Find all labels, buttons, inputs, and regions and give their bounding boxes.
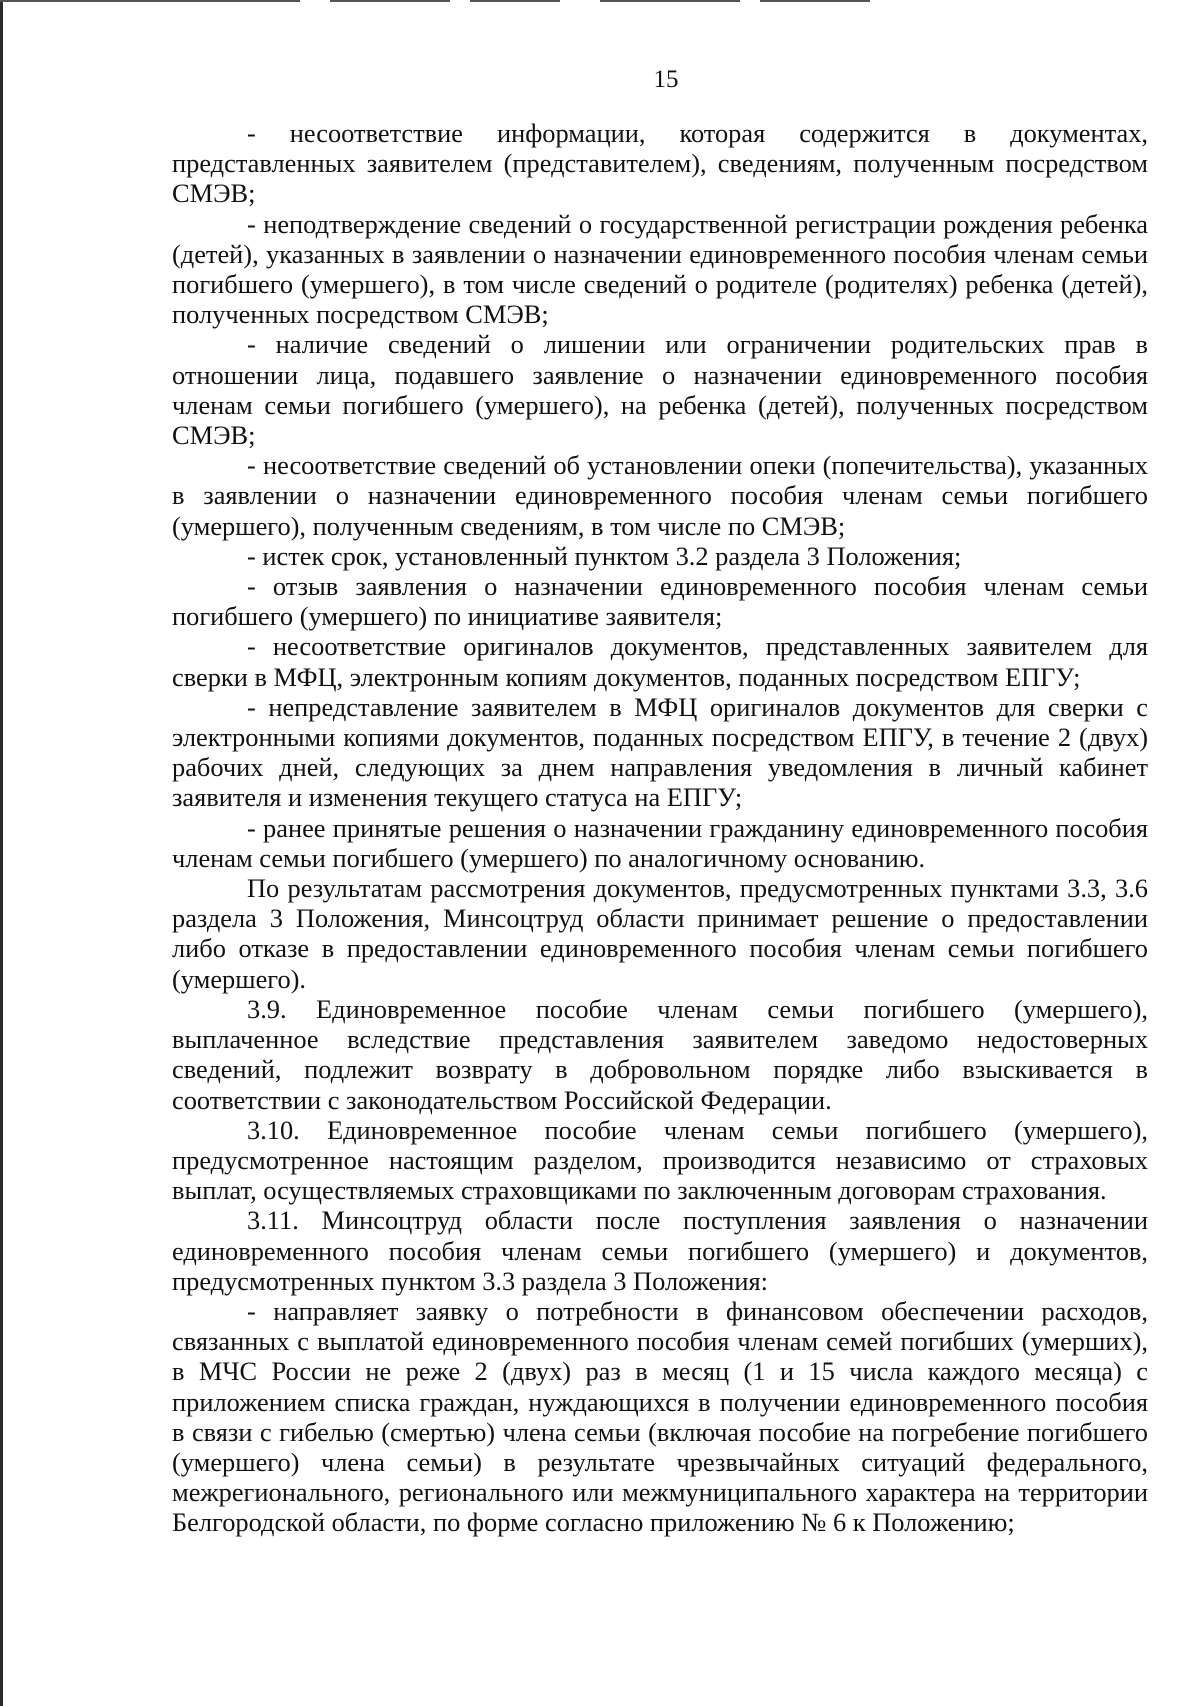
scan-edge-shadow	[0, 0, 3, 1706]
paragraph-funding-request: - направляет заявку о потребности в финансовом обеспечении расходов, связанных с выплатой единовременного пособия членам семей погибших (умерших), в МЧС России не реже 2 (двух) раз в месяц (1 и 15 числа каждого месяца) с приложением списка граждан, нуждающихся в получении единовременного пособия в связи с гибелью (смертью) члена семьи (включая пособие на погребение погибшего (умершего) члена семьи) в результате чрезвычайных ситуаций федерального, межрегионального, регионального или межмуниципального характера на территории Белгородской области, по форме согласно приложению № 6 к Положению;	[172, 1295, 1148, 1538]
paragraph-application-withdrawal: - отзыв заявления о назначении единовременного пособия членам семьи погибшего (умершего) по инициативе заявителя;	[172, 571, 1148, 632]
paragraph-guardianship: - несоответствие сведений об установлении опеки (попечительства), указанных в заявлении о назначении единовременного пособия членам семьи погибшего (умершего), полученным сведениям, в том числе по СМЭВ;	[172, 450, 1148, 541]
top-border-fragment	[760, 0, 870, 2]
paragraph-parental-rights: - наличие сведений о лишении или ограничении родительских прав в отношении лица, подавшего заявление о назначении единовременного пособия членам семьи погибшего (умершего), на ребенка (детей), полученных посредством СМЭВ;	[172, 329, 1148, 451]
paragraph-originals-mismatch: - несоответствие оригиналов документов, представленных заявителем для сверки в МФЦ, электронным копиям документов, поданных посредством ЕПГУ;	[172, 631, 1148, 692]
paragraph-info-mismatch: - несоответствие информации, которая содержится в документах, представленных заявителем (представителем), сведениям, полученным посредством СМЭВ;	[172, 118, 1148, 209]
paragraph-birth-registration: - неподтверждение сведений о государственной регистрации рождения ребенка (детей), указанных в заявлении о назначении единовременного пособия членам семьи погибшего (умершего), в том числе сведений о родителе (родителях) ребенка (детей), полученных посредством СМЭВ;	[172, 208, 1148, 330]
paragraph-previous-decisions: - ранее принятые решения о назначении гражданину единовременного пособия членам семьи погибшего (умершего) по аналогичному основанию.	[172, 812, 1148, 873]
paragraph-deadline-expired: - истек срок, установленный пунктом 3.2 раздела 3 Положения;	[247, 540, 962, 571]
page-number: 15	[653, 66, 679, 93]
paragraph-originals-not-provided: - непредставление заявителем в МФЦ оригиналов документов для сверки с электронными копиями документов, поданных посредством ЕПГУ, в течение 2 (двух) рабочих дней, следующих за днем направления уведомления в личный кабинет заявителя и изменения текущего статуса на ЕПГУ;	[172, 691, 1148, 813]
paragraph-3-10: 3.10. Единовременное пособие членам семьи погибшего (умершего), предусмотренное настоящим разделом, производится независимо от страховых выплат, осуществляемых страховщиками по заключенным договорам страхования.	[172, 1114, 1148, 1206]
paragraph-3-11: 3.11. Минсоцтруд области после поступления заявления о назначении единовременного пособия членам семьи погибшего (умершего) и документов, предусмотренных пунктом 3.3 раздела 3 Положения:	[172, 1205, 1148, 1296]
top-border-fragment	[600, 0, 740, 2]
top-border-fragment	[330, 0, 450, 2]
top-border-fragment	[470, 0, 560, 2]
document-body	[172, 118, 1148, 1538]
paragraph-review-results: По результатам рассмотрения документов, предусмотренных пунктами 3.3, 3.6 раздела 3 Положения, Минсоцтруд области принимает решение о предоставлении либо отказе в предоставлении единовременного пособия членам семьи погибшего (умершего).	[172, 873, 1148, 994]
paragraph-3-9: 3.9. Единовременное пособие членам семьи погибшего (умершего), выплаченное вследствие представления заявителем заведомо недостоверных сведений, подлежит возврату в добровольном порядке либо взыскивается в соответствии с законодательством Российской Федерации.	[172, 993, 1148, 1115]
top-border-fragment	[0, 0, 300, 2]
